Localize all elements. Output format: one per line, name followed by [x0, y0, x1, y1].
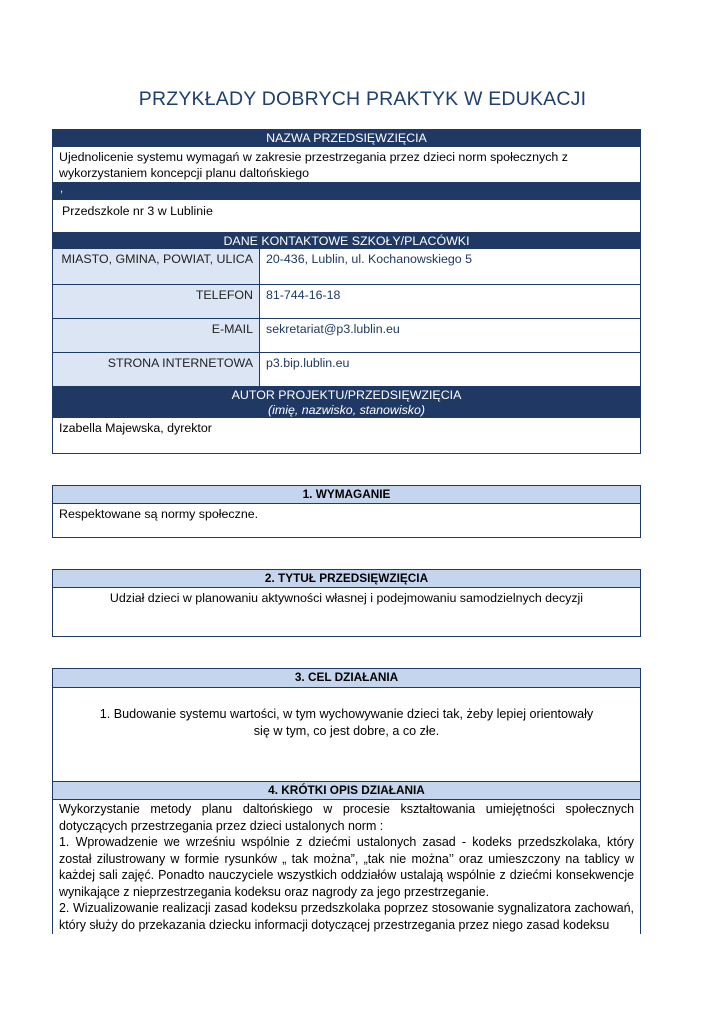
contact-row-email — [53, 318, 640, 352]
project-name-header-label: NAZWA PRZEDSIĘWZIĘCIA — [266, 131, 427, 145]
contact-header-label: DANE KONTAKTOWE SZKOŁY/PLACÓWKI — [223, 234, 470, 248]
description-paragraph-3: 2. Wizualizowanie realizacji zasad kodeksu przedszkolaka poprzez stosowanie sygnalizatora zachowań, który służy do przekazania dziecku informacji dotyczącej przestrzegania przez niego zasad kodeksu — [59, 901, 634, 932]
author-header — [53, 386, 640, 418]
project-info-table — [52, 129, 641, 454]
description-cell — [53, 799, 640, 935]
description-paragraph-1: Wykorzystanie metody planu daltońskiego w procesie kształtowania umiejętności społecznych dotyczących przestrzegania przez dzieci ustalonych norm : — [59, 802, 634, 833]
description-header-label: 4. KRÓTKI OPIS DZIAŁANIA — [268, 783, 425, 797]
requirement-header — [53, 486, 640, 503]
contact-row-website — [53, 352, 640, 386]
project-name-header — [53, 130, 640, 147]
author-header-label: AUTOR PROJEKTU/PRZEDSIĘWZIĘCIA — [231, 388, 462, 402]
website-label: STRONA INTERNETOWA — [53, 353, 260, 386]
website-value: p3.bip.lublin.eu — [266, 356, 350, 370]
project-divider-band — [53, 182, 640, 199]
phone-value: 81-744-16-18 — [266, 288, 341, 302]
stray-comma: , — [60, 183, 64, 195]
requirement-header-label: 1. WYMAGANIE — [302, 487, 391, 501]
address-value: 20-436, Lublin, ul. Kochanowskiego 5 — [266, 252, 472, 266]
contact-header — [53, 232, 640, 249]
goal-header-label: 3. CEL DZIAŁANIA — [294, 670, 399, 684]
initiative-title-value: Udział dzieci w planowaniu aktywności własnej i podejmowaniu samodzielnych decyzji — [53, 587, 640, 608]
project-name-value: Ujednolicenie systemu wymagań w zakresie przestrzegania przez dzieci norm społecznych z wykorzystaniem koncepcji planu daltońskiego — [59, 150, 568, 180]
goal-header — [53, 669, 640, 687]
requirement-value: Respektowane są normy społeczne. — [53, 503, 640, 524]
email-value: sekretariat@p3.lublin.eu — [266, 322, 400, 336]
school-name: Przedszkole nr 3 w Lublinie — [53, 199, 640, 232]
description-header — [53, 781, 640, 799]
email-label: E-MAIL — [53, 319, 260, 352]
initiative-title-header — [53, 570, 640, 587]
initiative-title-table — [52, 569, 641, 637]
contact-row-phone — [53, 284, 640, 318]
contact-row-address — [53, 249, 640, 284]
author-subheader: (imię, nazwisko, stanowisko) — [268, 403, 425, 417]
phone-label: TELEFON — [53, 285, 260, 318]
goal-description-table — [52, 668, 641, 934]
goal-value: 1. Budowanie systemu wartości, w tym wychowywanie dzieci tak, żeby lepiej orientowały się w tym, co jest dobre, a co złe. — [99, 707, 594, 738]
requirement-table — [52, 485, 641, 538]
page-title: PRZYKŁADY DOBRYCH PRAKTYK W EDUKACJI — [138, 88, 587, 110]
description-paragraph-2: 1. Wprowadzenie we wrześniu wspólnie z dziećmi ustalonych zasad - kodeks przedszkolaka, który został zilustrowany w formie rysunków „ tak można”, „tak nie można’’ oraz umieszczony na tablicy w każdej sali zajęć. Ponadto nauczyciele wszystkich oddziałów ustalają wspólnie z dziećmi konsekwencje wynikające z nieprzestrzegania kodeksu oraz nagrody za jego przestrzeganie. — [59, 835, 634, 899]
initiative-title-header-label: 2. TYTUŁ PRZEDSIĘWZIĘCIA — [264, 571, 429, 585]
address-label: MIASTO, GMINA, POWIAT, ULICA — [53, 249, 260, 284]
author-value: Izabella Majewska, dyrektor — [59, 421, 212, 435]
goal-cell — [53, 687, 640, 781]
